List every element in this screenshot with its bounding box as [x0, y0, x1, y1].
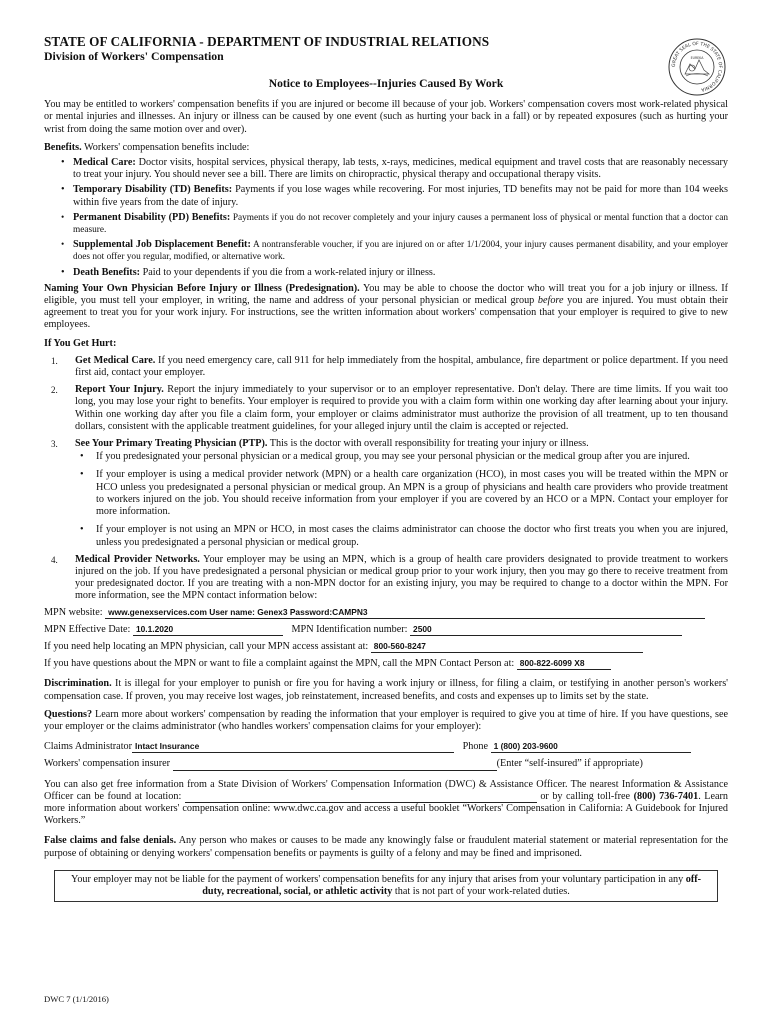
benefit-item: • Death Benefits: Paid to your dependents if you die from a work-related injury or illness. [44, 267, 728, 279]
form-number-footer: DWC 7 (1/1/2016) [44, 994, 109, 1004]
insurer-note: (Enter “self-insured” if appropriate) [496, 758, 643, 770]
mpn-website-field[interactable]: www.genexservices.com User name: Genex3 Password:CAMPN3 [105, 607, 705, 619]
ptp-bullets [75, 451, 728, 548]
intro-paragraph: You may be entitled to workers' compensation benefits if you are injured or become ill because of your job. Workers' compensation covers most work-related physical or mental injuries and illnesses. An injury or illness can be caused by one event (such as hurting your back in a fall) or by repeated exposures (such as hurting your wrist from doing the same motion over and over). [44, 99, 728, 135]
claims-phone-field[interactable]: 1 (800) 203-9600 [491, 741, 691, 753]
ptp-bullet: • If your employer is not using an MPN or HCO, in most cases the claims administrator can choose the doctor who first treats you when you are injured, unless you predesignated a personal physician or medical group. [75, 524, 728, 548]
mpn-id-label: MPN Identification number: [291, 623, 408, 635]
mpn-effective-date-field[interactable]: 10.1.2020 [133, 624, 283, 636]
benefits-list [44, 157, 728, 279]
notice-page [44, 34, 728, 902]
claims-admin-row [44, 741, 728, 753]
mpn-access-phone-field[interactable]: 800-560-8247 [371, 641, 643, 653]
claims-admin-field[interactable]: Intact Insurance [132, 741, 454, 753]
if-hurt-list [44, 355, 728, 603]
if-hurt-heading: If You Get Hurt: [44, 337, 117, 349]
mpn-effective-row [44, 624, 728, 636]
dwc-paragraph: You can also get free information from a State Division of Workers' Compensation Information (DWC) & Assistance Officer. The nearest Information & Assistance Officer can be found at location: or by calling toll-free (800) 736-7401. Learn more information about workers' compensation online: www.dwc.ca.gov and access a useful booklet “Workers' Compensation in California: A Guidebook for Injured Workers.” [44, 778, 729, 827]
benefits-heading: Benefits. Workers' compensation benefits include: [44, 141, 250, 153]
claims-admin-label: Claims Administrator [44, 741, 133, 753]
hurt-step: 3. See Your Primary Treating Physician (PTP). This is the doctor with overall responsibility for treating your injury or illness. • If you predesignated your personal physician or a medical group, you may see your personal physician or the medical group after you are injured. • If your employer is using a medical provider network (MPN) or a health care organization (HCO), in most cases you will be treated within the MPN or HCO unless you predesignated a personal physician or medical group. An MPN is a group of physicians and health care providers who provide treatment to workers injured on the job. You should receive information from your employer if you are covered by an HCO or a MPN. Contact your employer for more information. • If your employer is not using an MPN or HCO, in most cases the claims administrator can choose the doctor who first treats you when you are injured, unless you predesignated a personal physician or medical group. [44, 438, 728, 549]
insurer-field[interactable] [173, 760, 497, 771]
benefit-item: • Medical Care: Doctor visits, hospital services, physical therapy, lab tests, x-rays, medicines, medical equipment and travel costs that are reasonably necessary to treat your injury. You should never see a bill. There are limits on chiropractic, physical therapy and occupational therapy visits. [44, 157, 728, 181]
hurt-step: 2. Report Your Injury. Report the injury immediately to your supervisor or to an employer representative. Don't delay. There are time limits. If you wait too long, you may lose your right to benefits. Your employer is required to provide you with a claim form within one working day after learning about your injury. Within one working day after you file a claim form, your employer or claims administrator must authorize the provision of all treatment, up to ten thousand dollars, consistent with the applicable treatment guidelines, for your alleged injury until the claim is accepted or rejected. [51, 384, 728, 432]
svg-text:EUREKA: EUREKA [690, 56, 704, 60]
mpn-contact-label: If you have questions about the MPN or want to file a complaint against the MPN, call the MPN Contact Person at: [44, 658, 515, 670]
mpn-effective-label: MPN Effective Date: [44, 623, 131, 635]
hurt-step: 4. Medical Provider Networks. Your employer may be using an MPN, which is a group of health care providers designated to provide treatment to workers injured on the job. If you have predesignated a personal physician or medical group prior to your work injury, then you may go there to receive treatment from your predesignated doctor. If you are treating with a non-MPN doctor for an existing injury, you may be required to change to a doctor within the MPN. For more information, see the MPN contact information below: [51, 553, 729, 602]
mpn-website-label: MPN website: [44, 606, 103, 618]
division-heading: Division of Workers' Compensation [44, 49, 224, 63]
benefit-item: • Temporary Disability (TD) Benefits: Payments if you lose wages while recovering. For most injuries, TD benefits may not be paid for more than 104 weeks within five years from the date of injury. [44, 184, 728, 208]
predesignation-paragraph: Naming Your Own Physician Before Injury or Illness (Predesignation). You may be able to choose the doctor who will treat you for a job injury or illness. If eligible, you must tell your employer, in writing, the name and address of your personal physician or medical group before you are injured. You must obtain their agreement to treat you for your work injury. For instructions, see the written information about workers' compensation that your employer is required to give to new employees. [44, 282, 728, 331]
ptp-bullet: • If your employer is using a medical provider network (MPN) or a health care organization (HCO), in most cases you will be treated within the MPN or HCO unless you predesignated a personal physician or medical group. An MPN is a group of physicians and health care providers who provide treatment to workers injured on the job. You should receive information from your employer if you are covered by an HCO or a MPN. Contact your employer for more information. [75, 469, 728, 518]
agency-heading: STATE OF CALIFORNIA - DEPARTMENT OF INDUSTRIAL RELATIONS [44, 34, 490, 49]
mpn-id-field[interactable]: 2500 [410, 624, 682, 636]
insurer-label: Workers' compensation insurer [44, 758, 171, 770]
ptp-bullet: • If you predesignated your personal physician or a medical group, you may see your personal physician or the medical group after you are injured. [75, 451, 728, 463]
voluntary-activity-notice: Your employer may not be liable for the payment of workers' compensation benefits for any injury that arises from your voluntary participation in any off-duty, recreational, social, or athletic activity that is not part of your work-related duties. [54, 870, 718, 902]
svg-text:GREAT SEAL OF THE STATE OF CAL: GREAT SEAL OF THE STATE OF CALIFORNIA [671, 41, 723, 92]
mpn-website-row [44, 607, 728, 619]
document-title: Notice to Employees--Injuries Caused By Work [268, 77, 504, 90]
hurt-step: 1. Get Medical Care. If you need emergency care, call 911 for help immediately from the hospital, ambulance, fire department or police department. If you need first aid, contact your employer. [51, 354, 728, 379]
benefit-item: • Supplemental Job Displacement Benefit: A nontransferable voucher, if you are injured on or after 1/1/2004, your injury causes permanent disability, and your employer does not offer you regular, modified, or alternative work. [44, 239, 728, 263]
benefit-item: • Permanent Disability (PD) Benefits: Payments if you do not recover completely and your injury causes a permanent loss of physical or mental function that a doctor can measure. [44, 212, 728, 236]
questions-paragraph: Questions? Learn more about workers' compensation by reading the information that your employer is required to give you at time of hire. If you have questions, see your employer or the claims administrator (who handles workers' compensation claims for your employer): [44, 708, 728, 732]
mpn-contact-row [44, 658, 728, 670]
discrimination-paragraph: Discrimination. It is illegal for your employer to punish or fire you for having a work injury or illness, for filing a claim, or testifying in another person's workers' compensation case. If proven, you may receive lost wages, job reinstatement, increased benefits, and costs and expenses up to limits set by the state. [44, 678, 728, 702]
insurer-row [44, 758, 728, 770]
phone-label: Phone [462, 741, 489, 753]
false-claims-paragraph: False claims and false denials. Any person who makes or causes to be made any knowingly false or fraudulent material statement or material representation for the purpose of obtaining or denying workers' compensation benefits or payments is guilty of a felony and may be fined and imprisoned. [44, 835, 728, 859]
mpn-access-label: If you need help locating an MPN physician, call your MPN access assistant at: [44, 640, 369, 652]
dwc-location-field[interactable] [185, 792, 537, 803]
mpn-access-row [44, 641, 728, 653]
mpn-contact-phone-field[interactable]: 800-822-6099 X8 [517, 658, 611, 670]
